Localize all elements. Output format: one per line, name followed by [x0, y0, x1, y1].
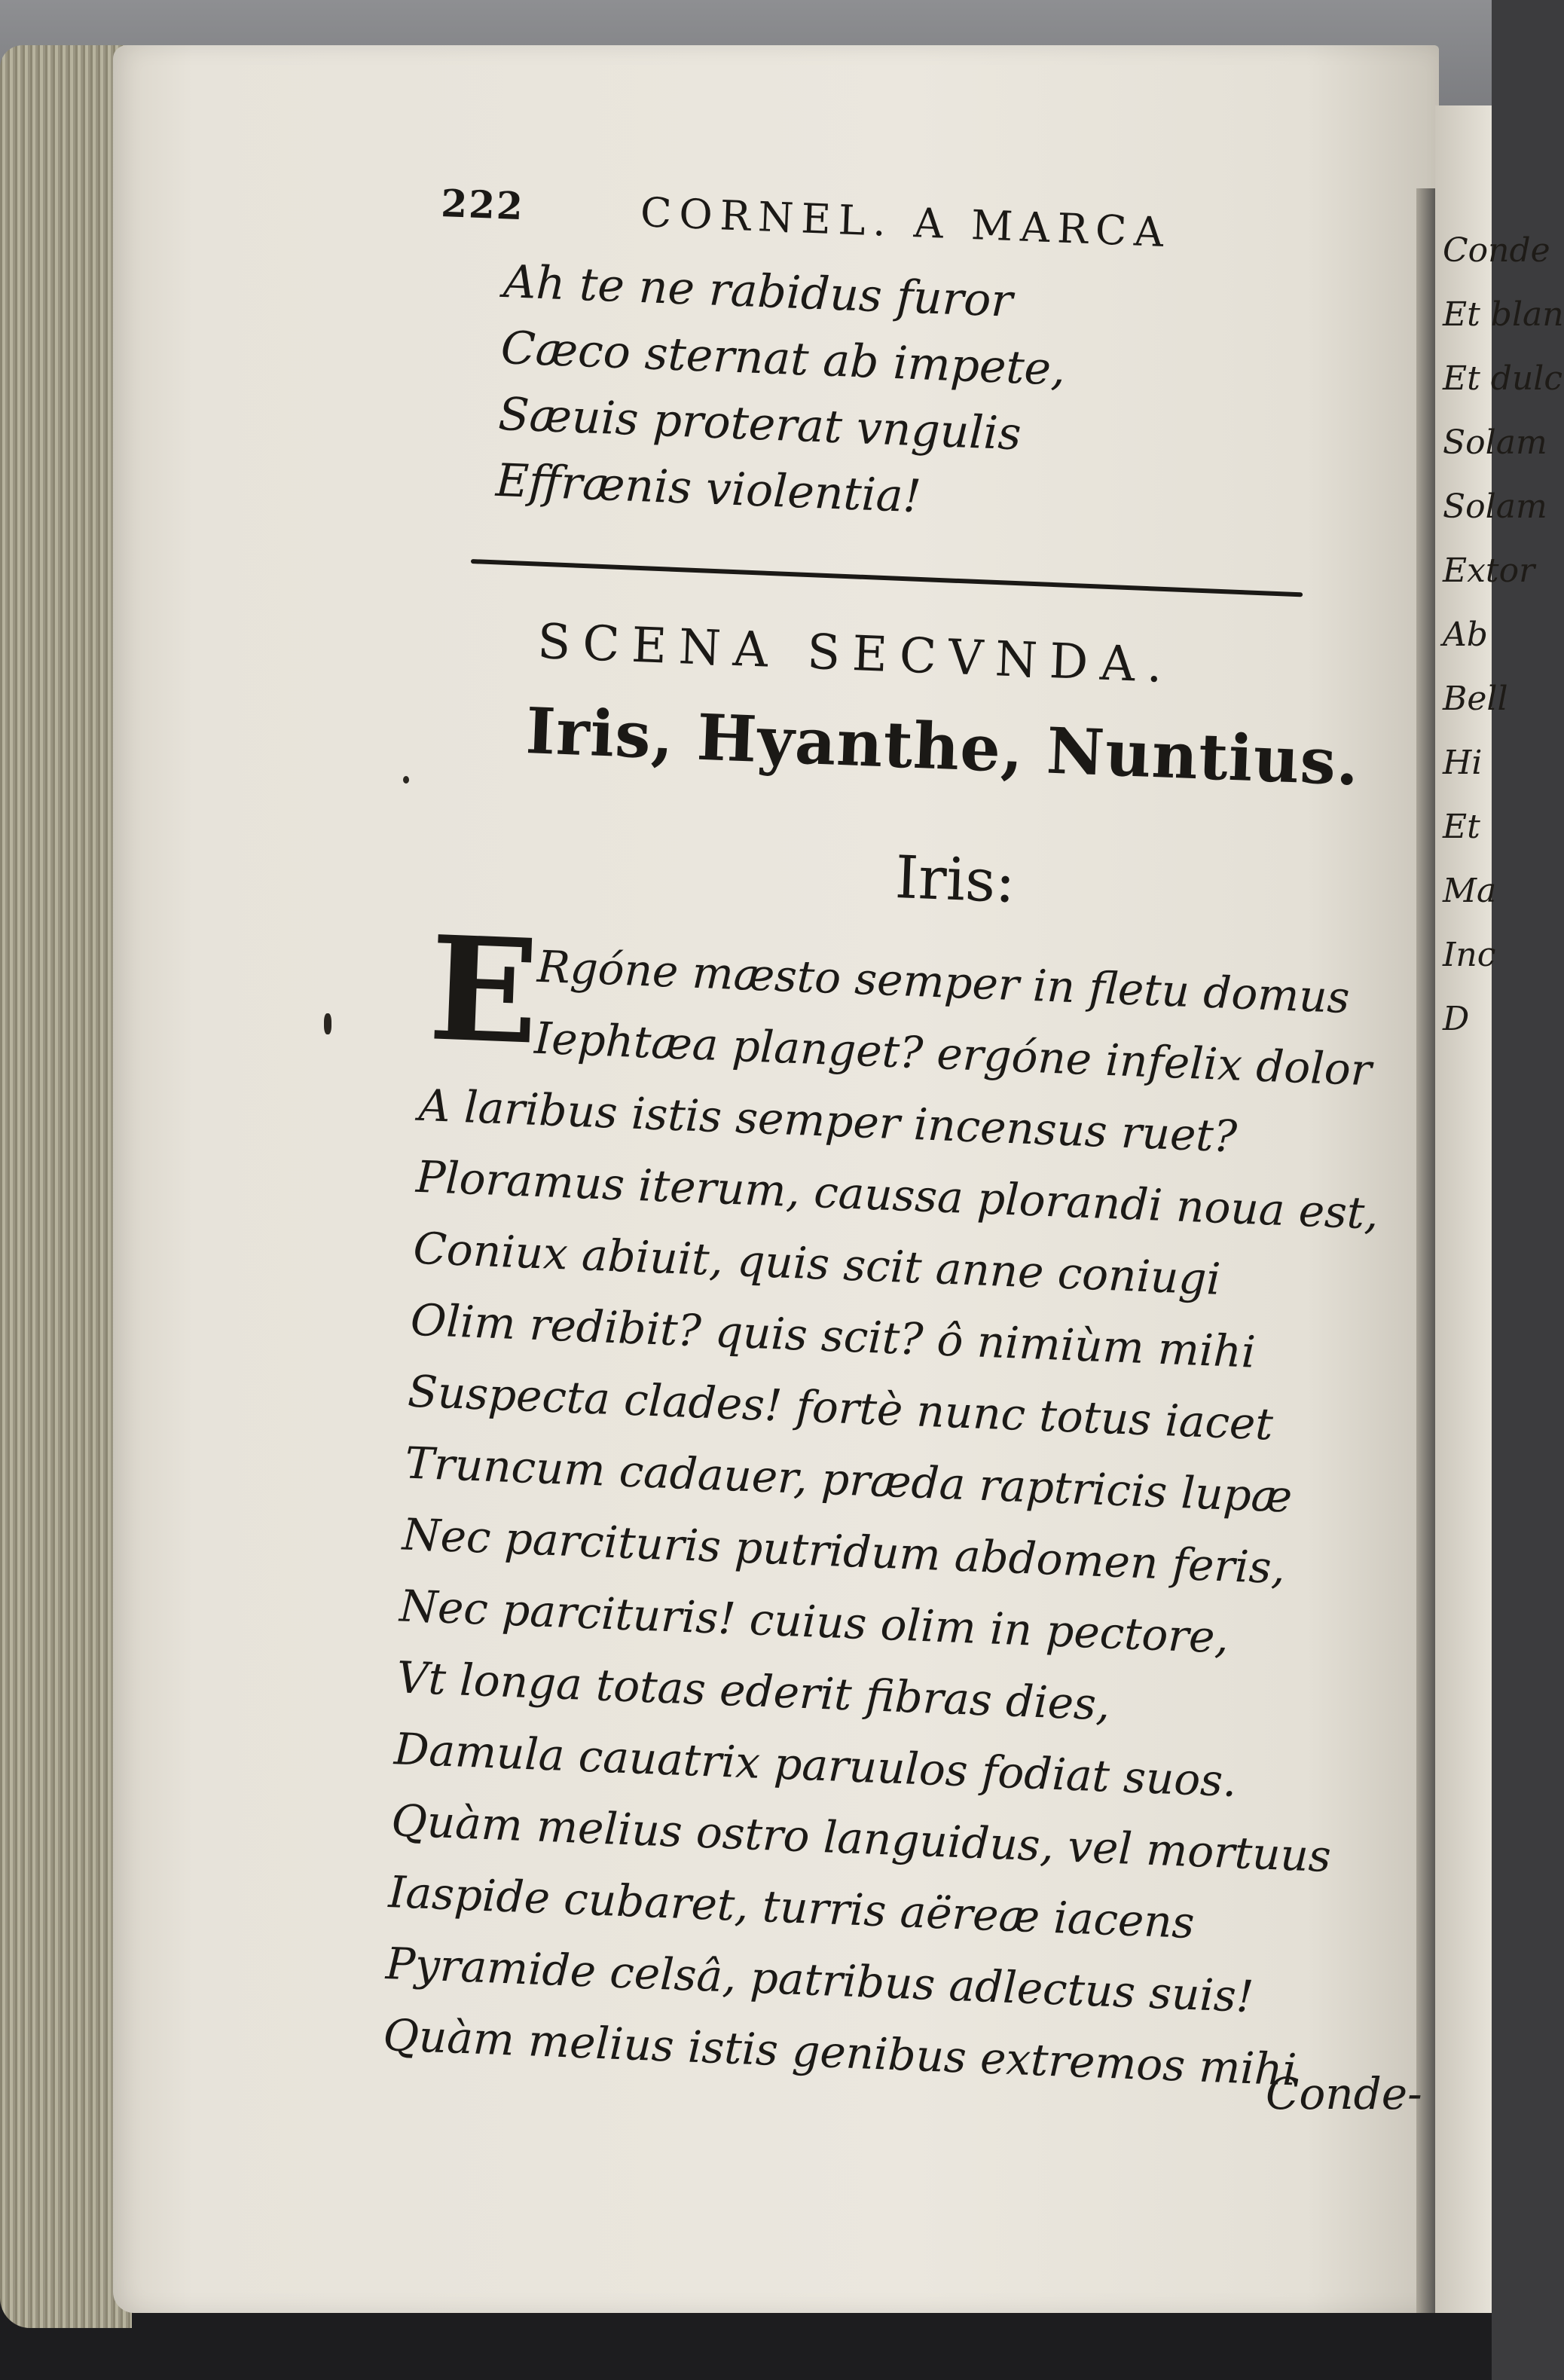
fragment-line: Conde	[1443, 231, 1550, 270]
verse-line: Ah te ne rabidus furor	[502, 255, 1014, 328]
fragment-line: Extor	[1443, 551, 1535, 590]
fragment-line: Hi	[1443, 744, 1483, 782]
ink-speck	[403, 776, 409, 784]
verse-line: Olim redibit? quis scit? ô nimiùm mihi	[409, 1294, 1257, 1378]
fragment-line: Et dulc	[1443, 359, 1563, 398]
ink-speck	[324, 1013, 331, 1034]
verse-line: Sæuis proterat vngulis	[497, 387, 1022, 461]
fragment-line: Solam	[1443, 423, 1547, 462]
verse-line: Quàm melius ostro languidus, vel mortuus	[390, 1795, 1332, 1883]
speaker-name: Iris:	[893, 844, 1017, 917]
verse-line: A laribus istis semper incensus ruet?	[417, 1079, 1239, 1163]
verse-line: Cæco sternat ab impete,	[499, 321, 1067, 396]
fragment-line: Ab	[1443, 616, 1488, 654]
verse-line: Damula cauatrix paruulos fodiat suos.	[393, 1723, 1238, 1807]
fragment-line: Et	[1443, 808, 1480, 846]
verse-line: Vt longa totas ederit fibras dies,	[396, 1651, 1111, 1731]
drop-cap: E	[426, 904, 542, 1077]
verse-line: Pyramide celsâ, patribus adlectus suis!	[384, 1938, 1255, 2023]
verse-line: Quàm melius istis genibus extremos mihi	[382, 2009, 1298, 2096]
verse-line: Suspecta clades! fortè nunc totus iacet	[407, 1365, 1274, 1450]
fragment-line: Inc	[1443, 936, 1496, 974]
fragment-line: Et blan	[1443, 295, 1564, 334]
scene-title: SCENA SECVNDA.	[536, 614, 1176, 695]
verse-line: Truncum cadauer, præda raptricis lupæ	[404, 1437, 1294, 1523]
verse-line: Iaspide cubaret, turris aëreæ iacens	[387, 1866, 1196, 1949]
verse-line: Coniux abiuit, quis scit anne coniugi	[412, 1222, 1222, 1305]
fragment-line: Bell	[1443, 680, 1508, 718]
verse-line: Nec parcituris putridum abdomen feris,	[401, 1508, 1287, 1594]
top-verse	[494, 249, 1069, 536]
fragment-line: Solam	[1443, 487, 1547, 526]
horizontal-rule	[471, 559, 1303, 597]
verse-line: Nec parcituris! cuius olim in pectore,	[399, 1580, 1230, 1664]
verse-line: Rgóne mæsto semper in fletu domus	[536, 940, 1351, 1024]
character-list: Iris, Hyanthe, Nuntius.	[524, 693, 1361, 800]
verse-line: Iephtæa planget? ergóne infelix dolor	[533, 1012, 1373, 1096]
verse-body	[382, 927, 1388, 2108]
catchword: Conde-	[1266, 2068, 1422, 2119]
fragment-line: D	[1443, 1000, 1470, 1038]
verse-line: Ploramus iterum, caussa plorandi noua est,	[414, 1150, 1379, 1239]
fragment-line: Ma	[1443, 872, 1497, 910]
running-head: CORNEL. A MARCA	[639, 188, 1172, 257]
verse-line: Effrænis violentia!	[494, 454, 922, 524]
page-number: 222	[440, 181, 525, 229]
